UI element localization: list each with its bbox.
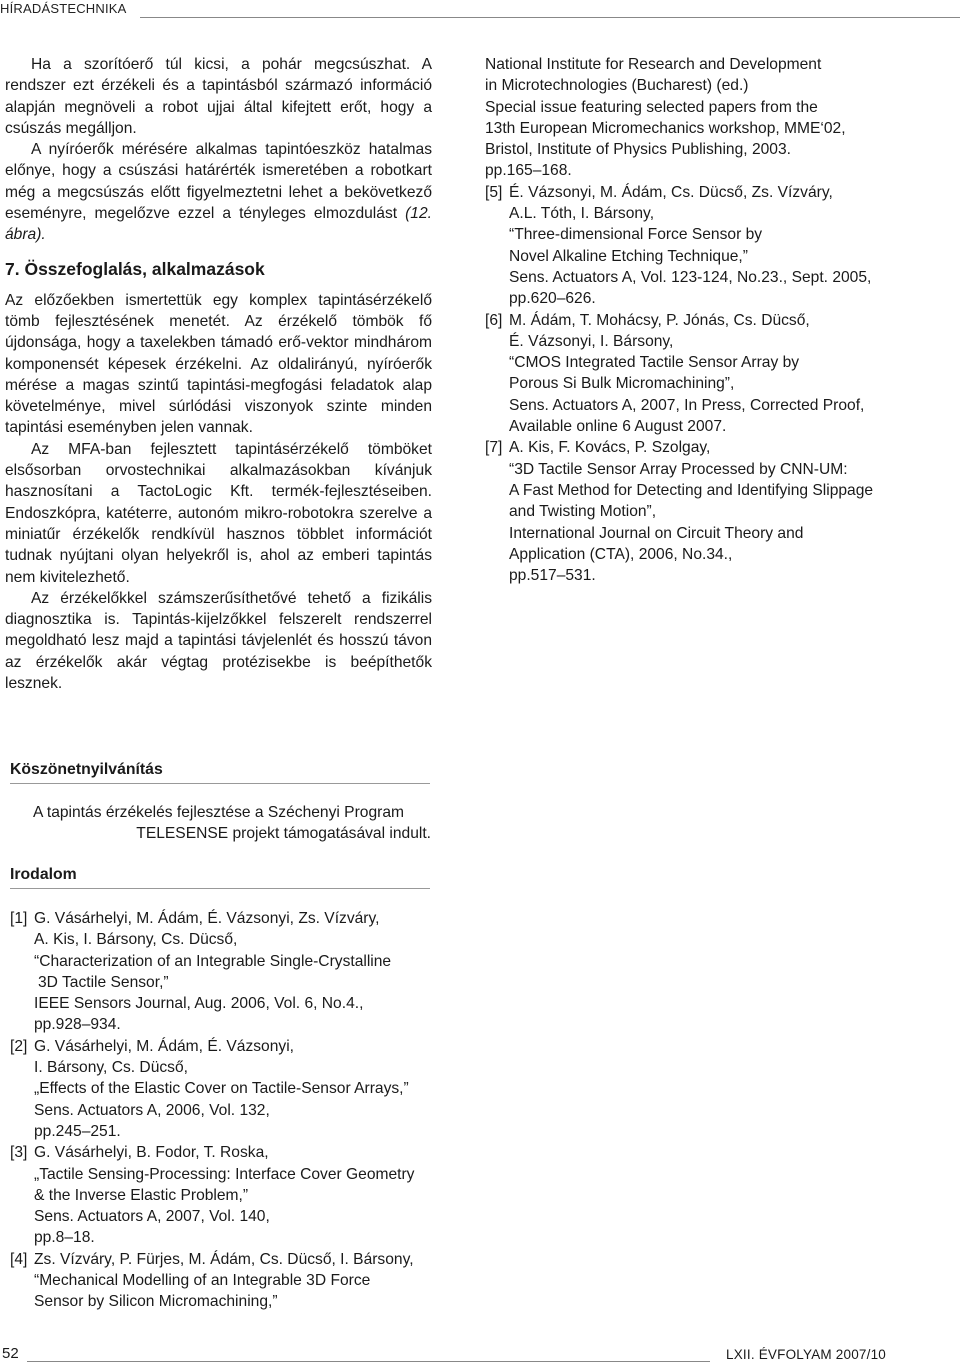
reference-line: “Mechanical Modelling of an Integrable 3D Force <box>34 1272 371 1290</box>
reference-item <box>485 310 955 438</box>
references-rule <box>10 888 430 889</box>
reference-line: IEEE Sensors Journal, Aug. 2006, Vol. 6, No.4., <box>34 995 364 1013</box>
footer-rule <box>27 1361 710 1362</box>
reference-line: Porous Si Bulk Micromachining”, <box>509 375 735 393</box>
reference-line: Sensor by Silicon Micromachining,” <box>34 1293 278 1311</box>
section-heading: 7. Összefoglalás, alkalmazások <box>5 258 265 279</box>
reference-line: pp.620–626. <box>509 290 596 308</box>
reference-number: [1] <box>10 910 28 927</box>
references-left <box>10 908 450 1313</box>
reference-line: G. Vásárhelyi, B. Fodor, T. Roska, <box>34 1144 269 1162</box>
reference-line: Bristol, Institute of Physics Publishing, 2003. <box>485 141 791 159</box>
reference-line: G. Vásárhelyi, M. Ádám, É. Vázsonyi, Zs. Vízváry, <box>34 910 380 927</box>
reference-line: A. Kis, F. Kovács, P. Szolgay, <box>509 439 711 457</box>
body-paragraph <box>5 139 432 245</box>
body-paragraph: Az előzőekben ismertettük egy komplex tapintásérzékelő tömb fejlesztésének menetét. Az érzékelő tömbök fő újdonsága, hogy a taxelekben támadó erő-vektor mindhárom komponensét képesek érzékelni. Az oldalirányú, nyíróerők mérése a magas szintű tapintási-megfogási feladatok alap követelménye, mivel súrlódási viszonyok szinte minden tapintási eseményben jelen vannak. <box>5 291 432 437</box>
reference-item <box>10 1249 450 1313</box>
reference-line: Available online 6 August 2007. <box>509 418 727 436</box>
reference-line: Zs. Vízváry, P. Fürjes, M. Ádám, Cs. Dücső, I. Bársony, <box>34 1250 414 1268</box>
body-paragraph: Az érzékelőkkel számszerűsíthetővé tehető a fizikális diagnosztika is. Tapintás-kijelzőkkel felszerelt rendszerrel megoldható lesz majd a tapintási távjelenlét és hosszú távon az érzékelők akár végtag protézisekbe is beépíthetők lesznek. <box>5 589 432 693</box>
acknowledgement-rule <box>10 783 430 784</box>
reference-line: É. Vázsonyi, I. Bársony, <box>509 332 674 350</box>
reference-line: I. Bársony, Cs. Dücső, <box>34 1059 188 1077</box>
reference-line: pp.8–18. <box>34 1229 95 1247</box>
reference-number: [5] <box>485 183 503 201</box>
reference-line: “Characterization of an Integrable Single-Crystalline <box>34 952 392 970</box>
body-paragraph: Ha a szorítóerő túl kicsi, a pohár megcsúszhat. A rendszer ezt érzékeli és a tapintásból származó információ alapján megnöveli a robot ujjai által kifejtett erőt, hogy a csúszás megálljon. <box>5 56 432 137</box>
reference-number: [7] <box>485 439 503 457</box>
reference-line: pp.165–168. <box>485 162 572 180</box>
figure-reference: (12. ábra). <box>5 205 432 244</box>
reference-line: “Three-dimensional Force Sensor by <box>509 226 763 244</box>
reference-line: “3D Tactile Sensor Array Processed by CNN-UM: <box>509 460 848 478</box>
header-rule <box>140 17 960 18</box>
body-paragraph: Az MFA-ban fejlesztett tapintásérzékelő tömböket elsősorban orvostechnikai alkalmazásokban kívánjuk hasznosítani a TactoLogic Kft. termék-fejlesztéseiben. Endoszkópra, katéterre, autonóm mikro-robotokra szerelve a miniatűr érzékelők rendkívül hasznos többlet információt tudnak nyújtani olyan helyekről is, ahol az emberi tapintás nem kivitelezhető. <box>5 440 432 586</box>
reference-line: National Institute for Research and Development <box>485 56 822 73</box>
reference-line: & the Inverse Elastic Problem,” <box>34 1186 249 1204</box>
reference-number: [3] <box>10 1144 28 1162</box>
reference-line: A.L. Tóth, I. Bársony, <box>509 205 655 223</box>
reference-line: in Microtechnologies (Bucharest) (ed.) <box>485 77 749 95</box>
reference-line: 3D Tactile Sensor,” <box>38 973 169 991</box>
reference-line: Application (CTA), 2006, No.34., <box>509 545 733 563</box>
left-column <box>5 54 432 694</box>
reference-item <box>10 908 450 1036</box>
reference-line: and Twisting Motion”, <box>509 503 657 521</box>
reference-line: “CMOS Integrated Tactile Sensor Array by <box>509 354 800 372</box>
acknowledgement-line: A tapintás érzékelés fejlesztése a Széchenyi Program <box>33 804 404 821</box>
reference-item <box>485 437 955 586</box>
issue-label: LXII. ÉVFOLYAM 2007/10 <box>726 1347 886 1362</box>
acknowledgement-line: TELESENSE projekt támogatásával indult. <box>136 825 431 843</box>
page-number: 52 <box>2 1345 19 1362</box>
reference-line: É. Vázsonyi, M. Ádám, Cs. Dücső, Zs. Vízváry, <box>509 183 833 201</box>
reference-item <box>10 1036 450 1142</box>
reference-line: G. Vásárhelyi, M. Ádám, É. Vázsonyi, <box>34 1037 294 1055</box>
reference-number: [6] <box>485 311 503 329</box>
right-column <box>485 54 955 586</box>
reference-line: A. Kis, I. Bársony, Cs. Dücső, <box>34 931 238 949</box>
reference-line: pp.928–934. <box>34 1016 121 1034</box>
reference-line: pp.517–531. <box>509 567 596 585</box>
section-label: HÍRADÁSTECHNIKA <box>0 1 127 16</box>
references-heading: Irodalom <box>10 866 77 883</box>
reference-line: Sens. Actuators A, 2007, Vol. 140, <box>34 1208 270 1226</box>
reference-line: Special issue featuring selected papers from the <box>485 98 818 116</box>
reference-line: Novel Alkaline Etching Technique,” <box>509 247 748 265</box>
reference-line: International Journal on Circuit Theory and <box>509 524 804 542</box>
reference-line: Sens. Actuators A, 2007, In Press, Corrected Proof, <box>509 396 865 414</box>
acknowledgement-heading: Köszönetnyilvánítás <box>10 761 163 778</box>
reference-line: pp.245–251. <box>34 1122 121 1140</box>
reference-line: Sens. Actuators A, 2006, Vol. 132, <box>34 1101 270 1119</box>
reference-line: „Effects of the Elastic Cover on Tactile-Sensor Arrays,” <box>34 1080 409 1098</box>
reference-line: M. Ádám, T. Mohácsy, P. Jónás, Cs. Dücső, <box>509 311 810 329</box>
acknowledgement-text <box>33 802 431 845</box>
reference-number: [2] <box>10 1037 28 1055</box>
reference-item <box>485 182 955 310</box>
body-text: A nyíróerők mérésére alkalmas tapintóeszköz hatalmas előnye, hogy a csúszási határérték ismeretében a robotkart még a megcsúszás előtt figyelmeztetni lehet a bekövetkező eseményre, megelőzve ezzel a tényleges elmozdulást <box>5 141 432 223</box>
reference-number: [4] <box>10 1250 28 1268</box>
reference-line: A Fast Method for Detecting and Identifying Slippage <box>509 481 874 499</box>
reference-line: 13th European Micromechanics workshop, MME‘02, <box>485 119 846 137</box>
reference-item <box>10 1142 450 1248</box>
reference-line: „Tactile Sensing-Processing: Interface Cover Geometry <box>34 1165 415 1183</box>
reference-line: Sens. Actuators A, Vol. 123-124, No.23., Sept. 2005, <box>509 268 872 286</box>
reference-continuation <box>485 54 955 182</box>
